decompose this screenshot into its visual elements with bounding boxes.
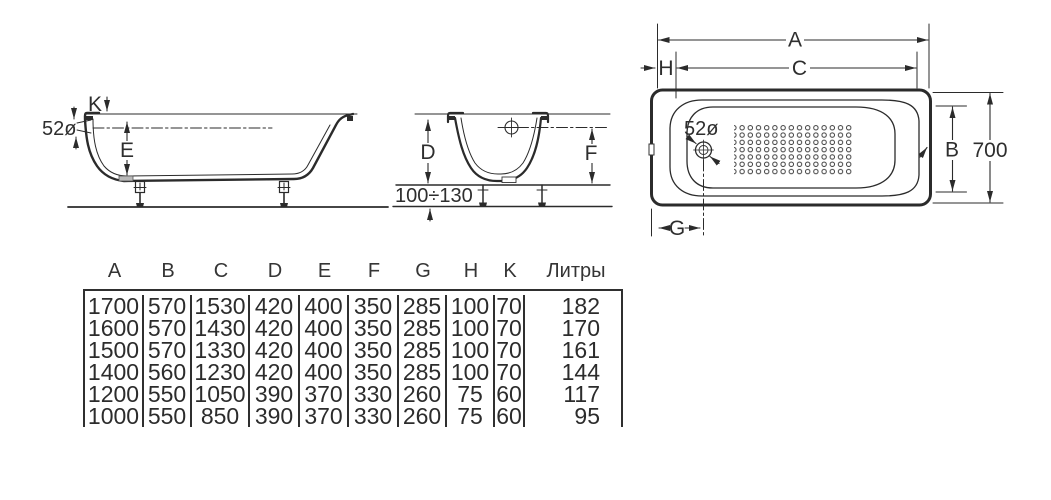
table-cell: 170 [561,315,600,341]
table-cell: 75 [447,405,495,427]
drain-outlet [119,176,133,181]
table-row [85,405,621,427]
table-body [83,289,623,427]
table-header-row [83,261,627,281]
table-cell: 70 [495,317,525,339]
table-cell: 850 [192,405,250,427]
dim-label-e: E [119,139,135,162]
adjustable-foot [537,185,547,207]
table-cell: 1400 [85,361,144,383]
table-cell: 260 [399,405,447,427]
side-view-drawing [42,93,388,207]
table-cell: 350 [349,361,399,383]
table-cell: 350 [349,339,399,361]
table-cell: 1330 [192,339,250,361]
table-cell: 350 [349,295,399,317]
column-header-0: A [107,260,122,282]
table-cell: 100 [447,361,495,383]
overflow-position-arrow [920,148,927,158]
table-cell: 1230 [192,361,250,383]
cross-section-drawing [393,113,612,221]
table-cell: 75 [447,383,495,405]
dim-label-b: B [944,138,960,162]
table-row [85,383,621,405]
table-cell: 420 [250,339,300,361]
table-cell: 100 [447,317,495,339]
table-cell: 370 [300,405,349,427]
adjustable-foot [134,182,146,208]
table-cell: 400 [300,339,349,361]
column-header-1: B [161,260,175,282]
table-cell: 285 [399,295,447,317]
table-cell: 560 [144,361,192,383]
adjustable-foot [478,185,488,207]
table-cell: 161 [561,337,600,363]
table-cell: 100 [447,295,495,317]
table-cell: 570 [144,317,192,339]
table-cell: 285 [399,339,447,361]
table-cell: 390 [250,405,300,427]
table-cell: 285 [399,361,447,383]
table-cell: 1430 [192,317,250,339]
table-cell: 1050 [192,383,250,405]
table-cell: 1700 [85,295,144,317]
table-cell: 400 [300,295,349,317]
dim-label-g: G [668,217,686,240]
table-cell: 570 [144,295,192,317]
table-cell: 1600 [85,317,144,339]
table-cell: 285 [399,317,447,339]
table-row [85,295,621,317]
top-view-drawing [641,24,1011,240]
column-header-8: K [503,260,517,282]
table-cell: 117 [563,381,600,407]
column-header-2: C [213,260,229,282]
table-cell: 260 [399,383,447,405]
table-row [85,317,621,339]
table-cell: 550 [144,383,192,405]
table-cell: 330 [349,405,399,427]
dim-label-drain-diameter-top: 52ø [684,118,719,140]
dimensions-table [83,261,627,427]
table-cell: 330 [349,383,399,405]
dim-label-h: H [658,57,674,80]
table-cell: 182 [561,293,600,319]
column-header-4: E [317,260,332,282]
table-cell: 400 [300,361,349,383]
table-cell: 570 [144,339,192,361]
dim-label-drain-diameter-side: 52ø [42,118,77,140]
table-cell: 390 [250,383,300,405]
dim-label-foot-height: 100÷130 [395,185,473,207]
column-header-5: F [367,260,381,282]
column-header-3: D [267,260,283,282]
column-header-6: G [415,260,431,282]
table-cell: 60 [495,383,525,405]
column-header-7: H [463,260,479,282]
table-cell: 144 [561,359,600,385]
table-cell: 70 [495,295,525,317]
table-row [85,339,621,361]
table-cell: 350 [349,317,399,339]
table-cell: 420 [250,317,300,339]
table-cell: 1500 [85,339,144,361]
table-cell: 95 [574,403,600,429]
table-cell: 1530 [192,295,250,317]
adjustable-foot [278,182,290,208]
dim-label-a: A [787,28,803,52]
table-cell: 420 [250,295,300,317]
dim-label-k: K [87,93,103,116]
table-cell: 370 [300,383,349,405]
table-row [85,361,621,383]
table-cell: 550 [144,405,192,427]
table-cell: 420 [250,361,300,383]
dim-label-d: D [420,141,436,164]
table-cell: 400 [300,317,349,339]
dim-label-c: C [791,57,808,80]
dim-label-overall-width: 700 [972,139,1008,162]
anti-slip-pattern [734,125,853,175]
table-cell: 100 [447,339,495,361]
table-cell: 70 [495,361,525,383]
table-cell: 1000 [85,405,144,427]
column-header-9: Литры [546,260,606,282]
table-cell: 1200 [85,383,144,405]
table-cell: 70 [495,339,525,361]
dim-label-f: F [584,142,598,165]
table-cell: 60 [495,405,525,427]
